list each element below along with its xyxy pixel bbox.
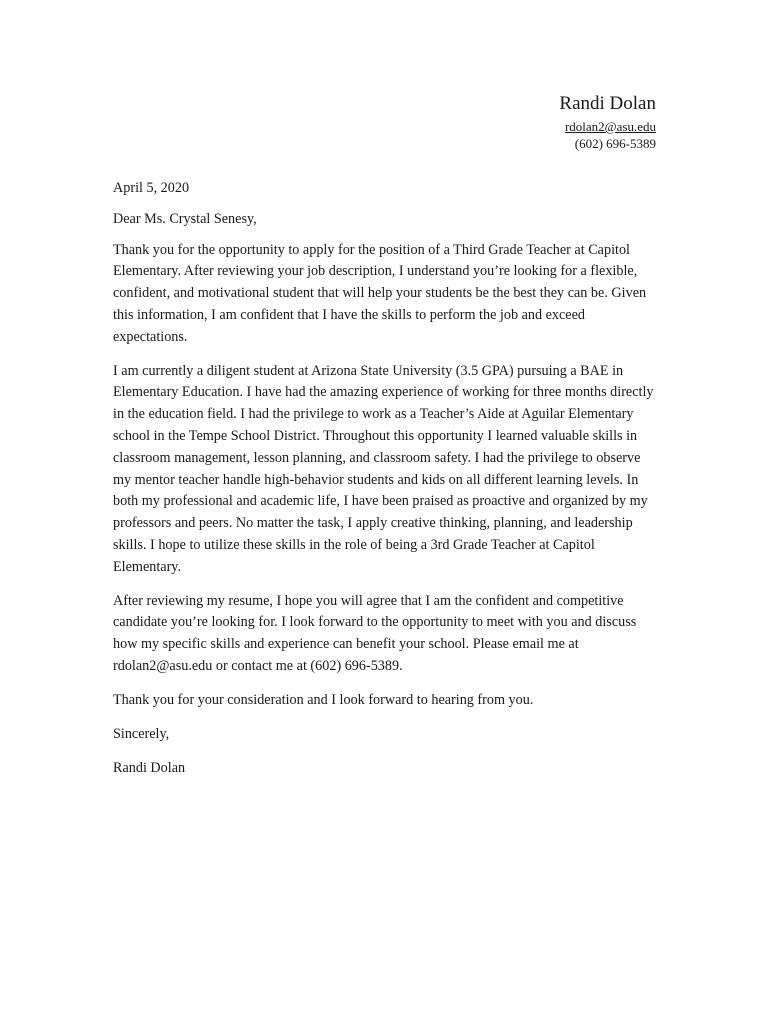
letter-salutation: Dear Ms. Crystal Senesy, [113, 210, 257, 227]
letter-signature: Randi Dolan [113, 760, 186, 777]
letter-paragraph-experience: I am currently a diligent student at Arizona State University (3.5 GPA) pursuing a BAE in Elementary Education. I have had the amazing experience of working for three months directly in the education field. I had the privilege to work as a Teacher’s Aide at Aguilar Elementary school in the Tempe School District. Throughout this opportunity I learned valuable skills in classroom management, lesson planning, and classroom safety. I had the privilege to observe my mentor teacher handle high-behavior students and kids on all different learning levels. In both my professional and academic life, I have been praised as proactive and organized by my professors and peers. No matter the task, I apply creative thinking, planning, and leadership skills. I hope to utilize these skills in the role of being a 3rd Grade Teacher at Capitol Elementary. [113, 362, 654, 575]
letter-paragraph-call-to-action: After reviewing my resume, I hope you will agree that I am the confident and competitive candidate you’re looking for. I look forward to the opportunity to meet with you and discuss how my specific skills and experience can benefit your school. Please email me at rdolan2@asu.edu or contact me at (602) 696-5389. [113, 592, 637, 674]
sender-email-link[interactable]: rdolan2@asu.edu [564, 119, 656, 134]
sender-name: Randi Dolan [559, 93, 656, 114]
letter-closing: Sincerely, [113, 725, 170, 742]
letter-header [256, 92, 656, 152]
sender-phone: (602) 696-5389 [574, 136, 656, 151]
letter-paragraph-intro: Thank you for the opportunity to apply for the position of a Third Grade Teacher at Capitol Elementary. After reviewing your job description, I understand you’re looking for a flexible, confident, and motivational student that will help your students be the best they can be. Given this information, I am confident that I have the skills to perform the job and exceed expectations. [113, 241, 647, 345]
letter-body [113, 178, 658, 792]
letter-date: April 5, 2020 [113, 180, 190, 196]
letter-paragraph-thanks: Thank you for your consideration and I look forward to hearing from you. [113, 691, 534, 708]
